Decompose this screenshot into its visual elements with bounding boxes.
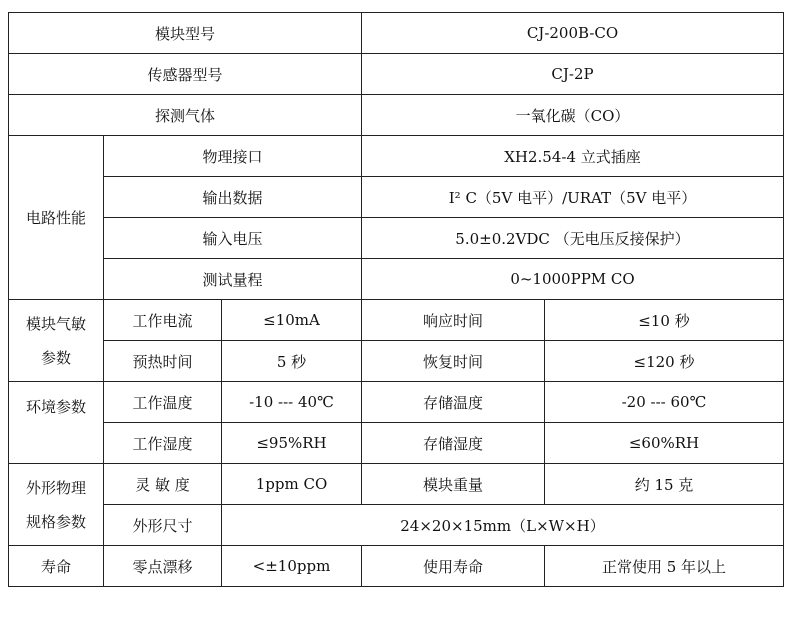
preheat-label: 预热时间 (104, 341, 222, 382)
table-row-temperature (9, 382, 784, 423)
table-row-output (9, 177, 784, 218)
table-row-model (9, 13, 784, 54)
interface-label: 物理接口 (104, 136, 362, 177)
table-row-life (9, 546, 784, 587)
preheat-value: 5 秒 (222, 341, 362, 382)
gas-value: 一氧化碳（CO） (362, 95, 784, 136)
current-value: ≤10mA (222, 300, 362, 341)
model-label: 模块型号 (9, 13, 362, 54)
service-life-value: 正常使用 5 年以上 (545, 546, 784, 587)
interface-value: XH2.54-4 立式插座 (362, 136, 784, 177)
sensitivity-group-label (9, 300, 104, 382)
weight-value: 约 15 克 (545, 464, 784, 505)
work-temp-value: -10 --- 40℃ (222, 382, 362, 423)
output-label: 输出数据 (104, 177, 362, 218)
voltage-value: 5.0±0.2VDC （无电压反接保护） (362, 218, 784, 259)
storage-temp-value: -20 --- 60℃ (545, 382, 784, 423)
physical-group-label (9, 464, 104, 546)
life-group-label: 寿命 (9, 546, 104, 587)
range-label: 测试量程 (104, 259, 362, 300)
recovery-label: 恢复时间 (362, 341, 545, 382)
work-humidity-label: 工作湿度 (104, 423, 222, 464)
sensitivity-group-line2: 参数 (40, 348, 71, 367)
table-row-preheat (9, 341, 784, 382)
physical-group-line1: 外形物理 (25, 478, 86, 497)
storage-temp-label: 存储温度 (362, 382, 545, 423)
weight-label: 模块重量 (362, 464, 545, 505)
response-value: ≤10 秒 (545, 300, 784, 341)
table-row-sensor (9, 54, 784, 95)
spec-table (8, 12, 784, 587)
voltage-label: 输入电压 (104, 218, 362, 259)
table-row-sensitivity (9, 464, 784, 505)
service-life-label: 使用寿命 (362, 546, 545, 587)
work-temp-label: 工作温度 (104, 382, 222, 423)
gas-label: 探测气体 (9, 95, 362, 136)
table-row-humidity (9, 423, 784, 464)
storage-humidity-value: ≤60%RH (545, 423, 784, 464)
circuit-group-label: 电路性能 (9, 136, 104, 300)
sensitivity-label: 灵 敏 度 (104, 464, 222, 505)
table-row-voltage (9, 218, 784, 259)
sensor-value: CJ-2P (362, 54, 784, 95)
response-label: 响应时间 (362, 300, 545, 341)
sensor-label: 传感器型号 (9, 54, 362, 95)
table-row-current (9, 300, 784, 341)
output-value: I² C（5V 电平）/URAT（5V 电平） (362, 177, 784, 218)
table-row-range (9, 259, 784, 300)
storage-humidity-label: 存储湿度 (362, 423, 545, 464)
dimensions-label: 外形尺寸 (104, 505, 222, 546)
recovery-value: ≤120 秒 (545, 341, 784, 382)
drift-value: <±10ppm (222, 546, 362, 587)
work-humidity-value: ≤95%RH (222, 423, 362, 464)
table-row-interface (9, 136, 784, 177)
physical-group-line2: 规格参数 (25, 512, 86, 531)
model-value: CJ-200B-CO (362, 13, 784, 54)
table-row-dimensions (9, 505, 784, 546)
drift-label: 零点漂移 (104, 546, 222, 587)
range-value: 0~1000PPM CO (362, 259, 784, 300)
table-row-gas (9, 95, 784, 136)
dimensions-value: 24×20×15mm（L×W×H） (222, 505, 784, 546)
sensitivity-value: 1ppm CO (222, 464, 362, 505)
environment-group-label: 环境参数 (9, 382, 104, 464)
current-label: 工作电流 (104, 300, 222, 341)
sensitivity-group-line1: 模块气敏 (25, 314, 86, 333)
